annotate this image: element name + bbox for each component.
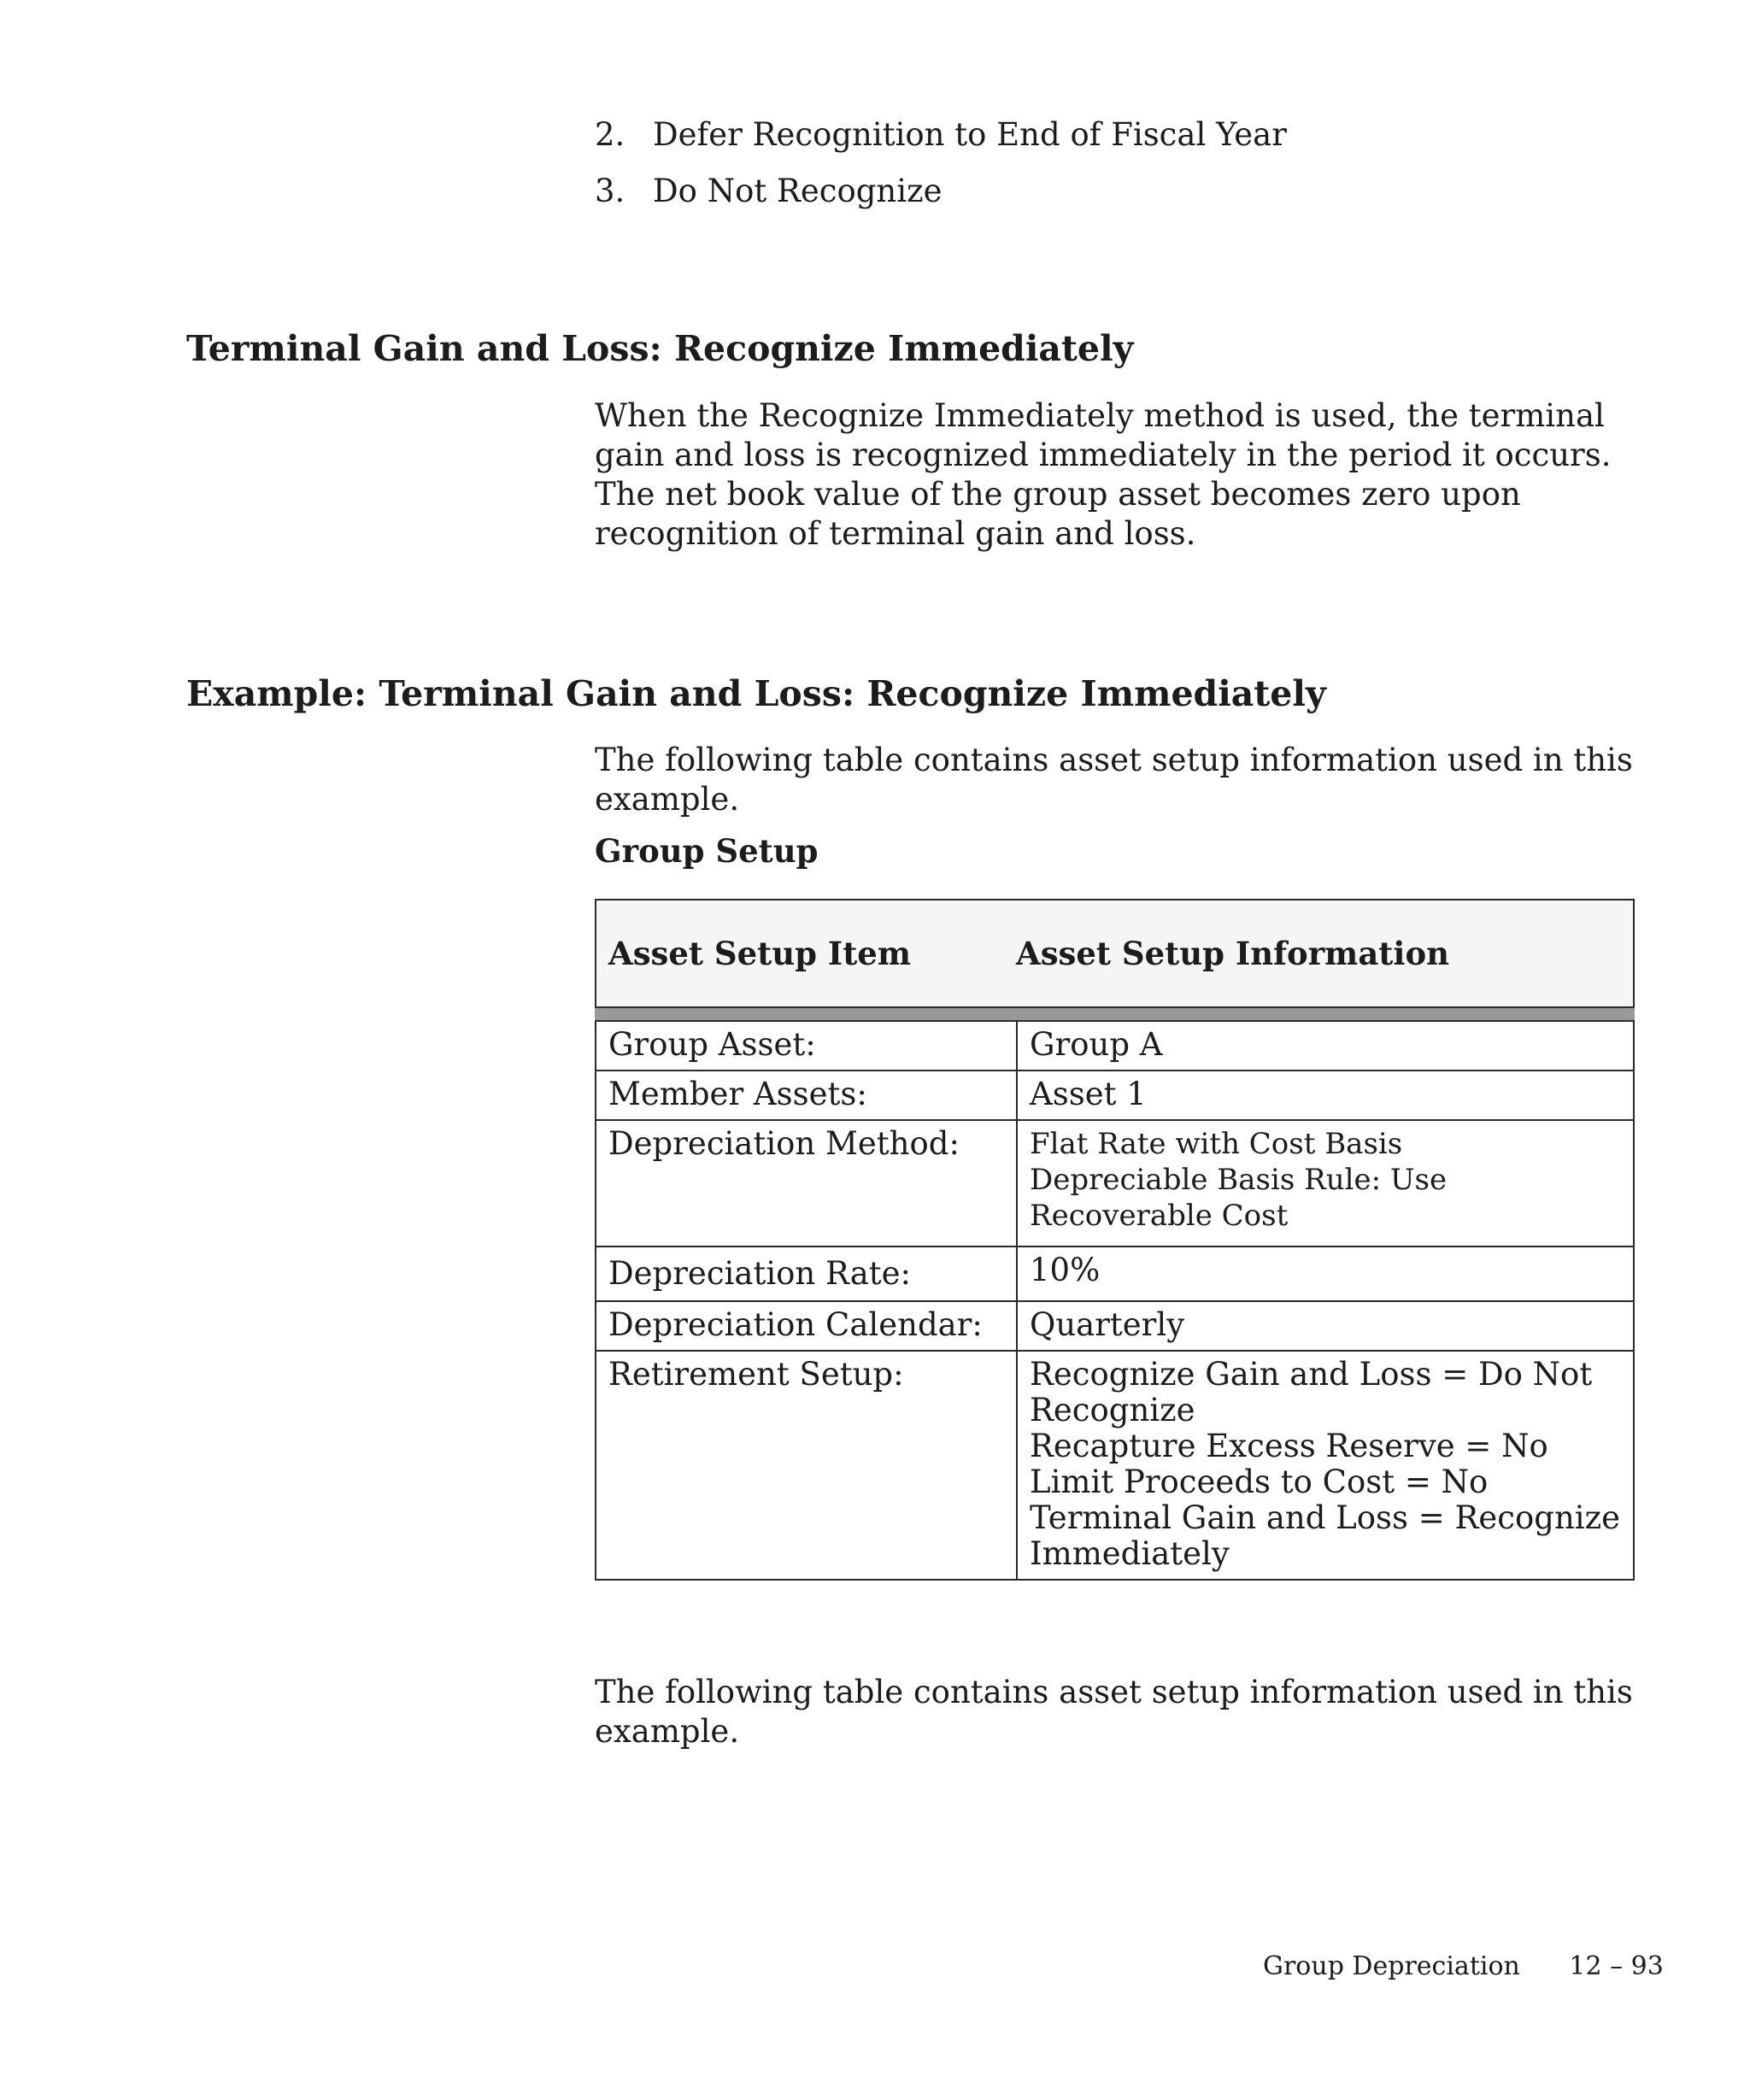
row-label: Depreciation Method:: [596, 1120, 1017, 1247]
row-value: Group A: [1017, 1021, 1634, 1071]
footer-chapter: Group Depreciation: [1263, 1951, 1520, 1981]
example-outro-text: The following table contains asset setup information used in this example.: [595, 1674, 1633, 1750]
value-line: Limit Proceeds to Cost = No: [1030, 1464, 1489, 1500]
column-header-information: Asset Setup Information: [1016, 935, 1450, 972]
list-item-number: 3.: [595, 172, 625, 209]
list-item: [595, 106, 1620, 162]
table-caption: Group Setup: [595, 832, 819, 870]
table-body: [595, 1020, 1635, 1581]
row-value: [1017, 1120, 1634, 1247]
row-label: Depreciation Calendar:: [596, 1301, 1017, 1351]
list-item: [595, 162, 1620, 219]
value-line: Recapture Excess Reserve = No: [1030, 1428, 1548, 1464]
column-header-item: Asset Setup Item: [608, 935, 911, 972]
table-row: [596, 1351, 1634, 1580]
row-value: Quarterly: [1017, 1301, 1634, 1351]
table-header: [595, 899, 1635, 1008]
value-line: Recognize Gain and Loss = Do Not Recognize: [1030, 1356, 1593, 1428]
value-line: Depreciable Basis Rule: Use Recoverable Cost: [1030, 1163, 1448, 1233]
value-line: Flat Rate with Cost Basis: [1030, 1127, 1403, 1161]
row-value: 10%: [1017, 1247, 1634, 1301]
row-label: Group Asset:: [596, 1021, 1017, 1071]
section-heading-example: Example: Terminal Gain and Loss: Recognize Immediately: [186, 673, 1326, 714]
row-label: Retirement Setup:: [596, 1351, 1017, 1580]
table-row: [596, 1071, 1634, 1120]
list-item-text: Defer Recognition to End of Fiscal Year: [653, 115, 1287, 153]
section-heading-recognize-immediately: Terminal Gain and Loss: Recognize Immediately: [186, 328, 1134, 369]
table-row: [596, 1120, 1634, 1247]
section-body-recognize-immediately: When the Recognize Immediately method is used, the terminal gain and loss is recognized immediately in the period it occurs. The net book value of the group asset becomes zero upon recognition of terminal gain and loss.: [595, 397, 1612, 552]
header-divider: [595, 1008, 1635, 1020]
table-row: [596, 1301, 1634, 1351]
row-label: Member Assets:: [596, 1071, 1017, 1120]
numbered-list: [595, 106, 1620, 219]
row-value: Asset 1: [1017, 1071, 1634, 1120]
list-item-text: Do Not Recognize: [653, 172, 943, 209]
footer-page-number: 12 – 93: [1569, 1951, 1664, 1981]
value-line: Terminal Gain and Loss = Recognize Immediately: [1030, 1499, 1621, 1572]
example-intro-text: The following table contains asset setup information used in this example.: [595, 742, 1633, 818]
row-label: Depreciation Rate:: [596, 1247, 1017, 1301]
page-footer: [1263, 1951, 1664, 1981]
list-item-number: 2.: [595, 115, 625, 153]
group-setup-table: [595, 899, 1635, 1581]
table-row: [596, 1247, 1634, 1301]
row-value: [1017, 1351, 1634, 1580]
table-row: [596, 1021, 1634, 1071]
